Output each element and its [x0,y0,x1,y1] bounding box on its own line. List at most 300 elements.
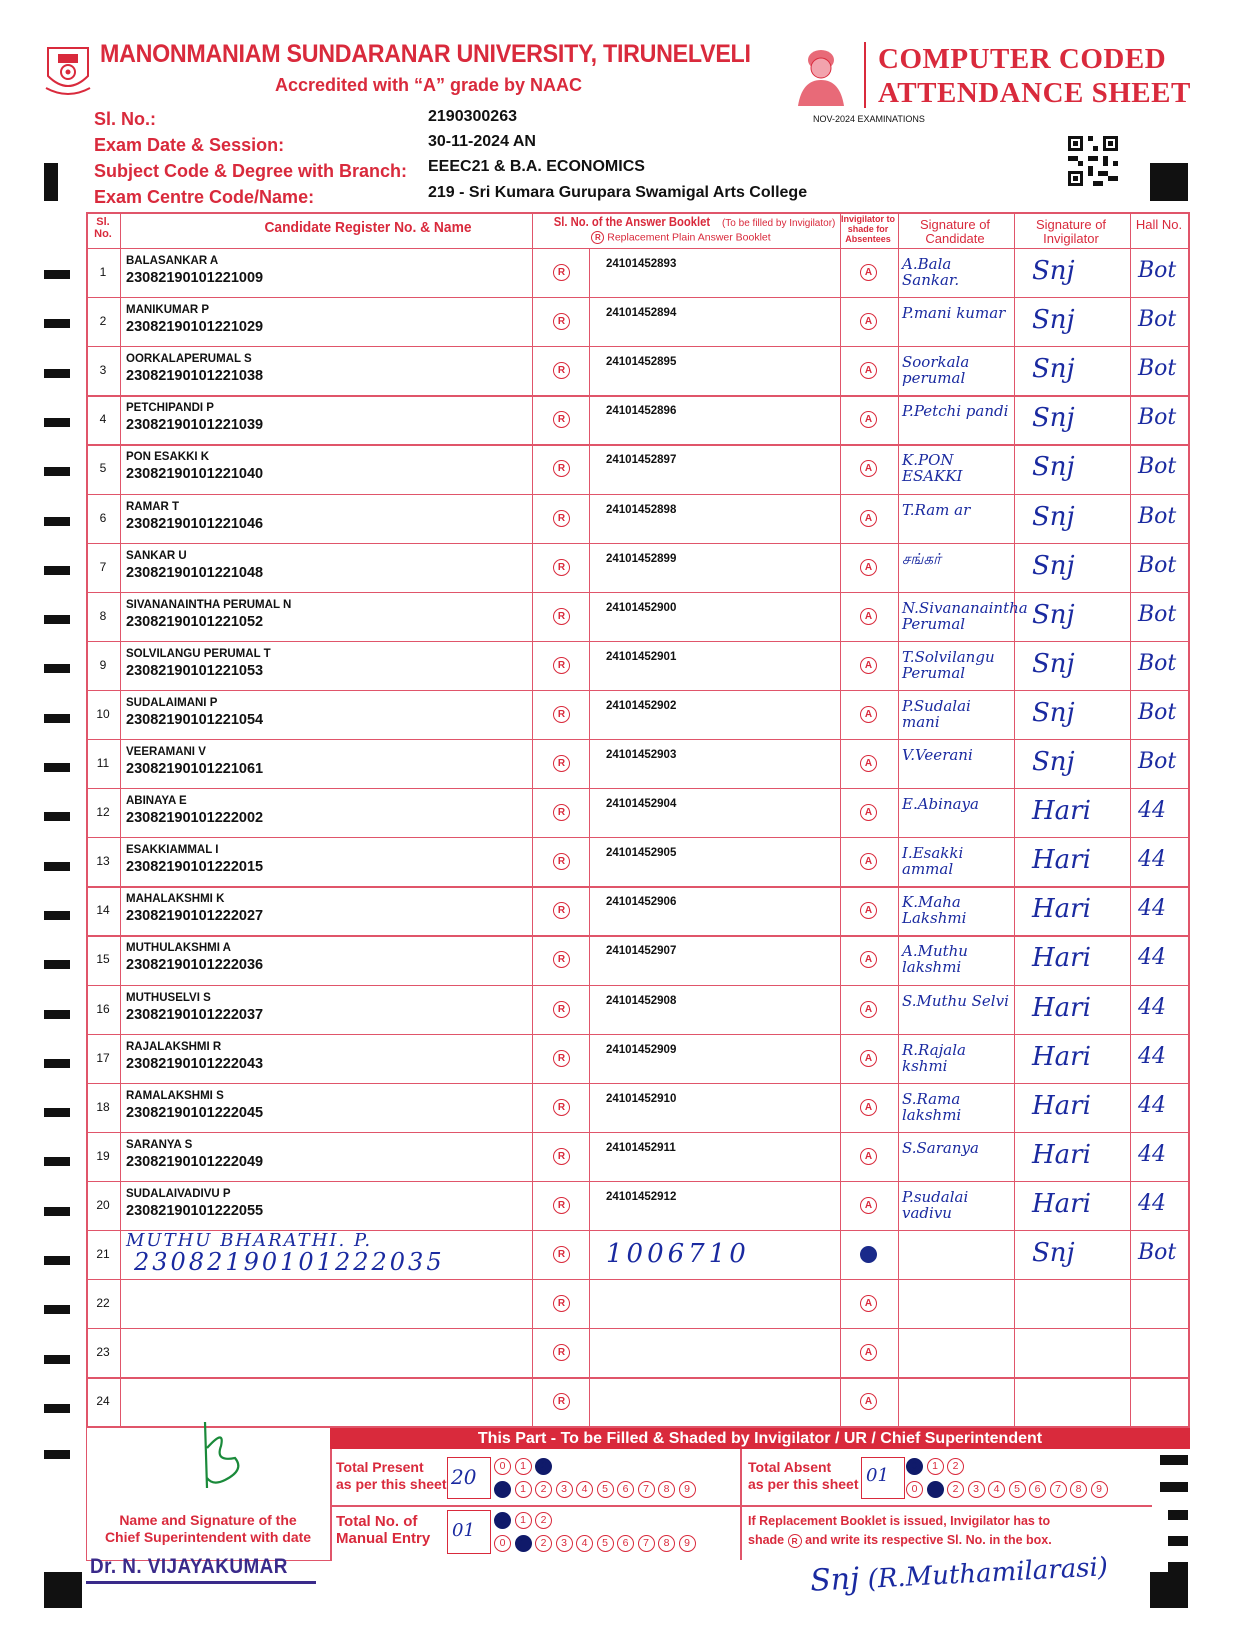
subject-code-value: EEEC21 & B.A. ECONOMICS [428,158,645,175]
timing-mark [44,1010,70,1019]
present-ones-bubble[interactable]: 9 [679,1481,696,1498]
row-serial-no: 20 [96,1197,110,1212]
candidate-register-no: 23082190101222055 [126,1202,264,1219]
answer-booklet-no[interactable]: 24101452908 [606,994,677,1007]
replacement-bubble[interactable]: R [553,313,570,330]
invigilator-signature: Snj [1032,747,1075,777]
invigilator-signature: Hari [1032,796,1091,827]
row-serial-no: 5 [99,461,107,476]
candidate-register-no: 23082190101221046 [126,515,264,532]
totals-divider-right [740,1505,1152,1507]
row-serial-no: 21 [96,1247,110,1261]
timing-mark [44,319,70,328]
absent-ones-bubble[interactable]: 1 [927,1481,944,1498]
manual-entry-label [336,1513,430,1547]
candidate-signature: V.Veerani [902,746,973,764]
col-sno-header: Sl. No. [94,216,112,240]
absent-bubble[interactable]: A [860,804,877,821]
candidate-register-no: 23082190101222045 [126,1104,264,1121]
absent-bubble[interactable]: A [860,1393,877,1410]
exam-tag: NOV-2024 EXAMINATIONS [813,114,925,124]
timing-mark [44,369,70,378]
absent-bubble[interactable]: A [860,1295,877,1312]
candidate-name: RAMAR T [126,500,180,513]
replacement-bubble[interactable]: R [553,1344,570,1361]
answer-booklet-no[interactable]: 24101452904 [606,798,677,811]
table-row [86,837,1190,886]
row-serial-no: 24 [96,1394,110,1409]
manual-entry-label-2: Manual Entry [336,1530,431,1547]
row-serial-no: 16 [96,1001,110,1016]
manual-ones-bubble[interactable]: 5 [597,1535,614,1552]
manual-ones-bubble[interactable]: 0 [494,1535,511,1552]
chief-signature [185,1418,255,1503]
table-row [86,985,1190,1034]
answer-booklet-no[interactable]: 24101452893 [606,258,677,270]
table-row [86,1034,1190,1083]
candidate-register-no: 23082190101222037 [126,1006,264,1023]
table-row [86,788,1190,837]
candidate-register-no: 23082190101222049 [126,1153,264,1170]
candidate-signature: K.PON ESAKKI [902,451,963,486]
manual-ones-bubble[interactable]: 7 [638,1535,655,1552]
timing-mark [44,812,70,821]
invigilator-signature: Snj [1032,599,1075,630]
candidate-name: MUTHULAKSHMI A [126,942,231,955]
absent-bubble[interactable]: A [860,559,877,576]
invigilator-signature: Hari [1032,1090,1091,1121]
answer-booklet-no[interactable]: 24101452907 [606,945,677,958]
present-tens-bubble[interactable]: 0 [494,1458,511,1475]
replacement-note-line2 [748,1531,1052,1550]
candidate-signature: Soorkala perumal [902,353,970,388]
row-serial-no: 1 [99,265,107,279]
row-serial-no: 4 [99,412,107,427]
manual-tens-bubble[interactable]: 2 [535,1512,552,1529]
present-ones-bubble[interactable]: 3 [556,1481,573,1498]
col-replacement-header [536,231,826,244]
chief-stamp-underline [86,1581,316,1584]
candidate-signature: S.Muthu Selvi [902,991,1009,1010]
col-hall-header: Hall No. [1135,217,1183,232]
candidate-name: PETCHIPANDI P [126,402,214,415]
timing-mark [44,517,70,526]
manual-entry-value: 01 [452,1520,475,1541]
table-row [86,935,1190,984]
candidate-name: RAMALAKSHMI S [126,1089,224,1102]
answer-booklet-no[interactable]: 24101452911 [606,1141,676,1154]
replacement-bubble[interactable]: R [553,411,570,428]
timing-mark [44,1256,70,1265]
manual-ones-bubble[interactable]: 3 [556,1535,573,1552]
replacement-bubble[interactable]: R [553,559,570,576]
table-row [86,1230,1190,1279]
answer-booklet-no[interactable]: 24101452895 [606,356,677,369]
absent-bubble[interactable]: A [860,1001,877,1018]
candidate-signature: I.Esakki ammal [902,844,964,879]
row-serial-no: 13 [96,854,110,869]
absent-tens-bubble[interactable]: 0 [906,1458,923,1475]
answer-booklet-no[interactable]: 24101452899 [606,552,677,565]
absent-bubble[interactable]: A [860,951,877,968]
replacement-bubble[interactable]: R [553,657,570,674]
invigilator-signature: Snj [1032,1238,1075,1268]
invigilator-signature: Snj [1032,501,1075,532]
total-absent-label-1: Total Absent [748,1459,832,1475]
table-row [86,690,1190,739]
timing-mark [44,566,70,575]
candidate-name: SUDALAIVADIVU P [126,1187,231,1200]
candidate-register-no: 23082190101221040 [126,466,264,483]
absent-ones-bubble[interactable]: 5 [1009,1481,1026,1498]
absent-bubble[interactable]: A [860,657,877,674]
row-serial-no: 23 [96,1345,110,1360]
replacement-bubble[interactable]: R [553,1393,570,1410]
absent-bubble[interactable]: A [860,608,877,625]
booklet-header-note: (To be filled by Invigilator) [721,218,836,229]
answer-booklet-no[interactable]: 24101452897 [606,454,677,467]
answer-booklet-no[interactable]: 24101452910 [606,1092,677,1105]
col-sig-invigilator-header: Signature of Invigilator [1035,217,1107,246]
total-present-value: 20 [451,1465,477,1489]
candidate-register-no: 23082190101221029 [126,319,264,336]
timing-mark [44,1157,70,1166]
col-booklet-header [532,215,848,231]
candidate-name: SIVANANAINTHA PERUMAL N [126,598,292,611]
row-serial-no: 12 [96,805,110,820]
row-serial-no: 3 [99,363,107,378]
invigilator-signature: Snj [1032,256,1075,286]
row-serial-no: 10 [96,706,110,721]
timing-mark [44,1404,70,1413]
present-ones-bubble[interactable]: 2 [535,1481,552,1498]
present-tens-bubble[interactable]: 2 [535,1458,552,1475]
absent-bubble[interactable]: A [860,1197,877,1214]
candidate-register-no: 23082190101222027 [126,908,264,925]
answer-booklet-no[interactable]: 24101452901 [606,650,677,663]
absent-bubble[interactable]: A [860,853,877,870]
row-serial-no: 2 [99,314,107,329]
table-row [86,444,1190,493]
candidate-name: SANKAR U [126,549,187,562]
replacement-bubble[interactable]: R [553,460,570,477]
accreditation-text: Accredited with “A” grade by NAAC [275,75,583,95]
replacement-bubble[interactable]: R [553,902,570,919]
serial-no-label: Sl. No.: [94,109,156,129]
replacement-note [748,1512,1052,1550]
answer-booklet-no[interactable]: 24101452902 [606,699,677,712]
booklet-header-text: Sl. No. of the Answer Booklet [553,215,710,229]
row-serial-no: 19 [96,1148,110,1163]
timing-mark [1150,1572,1188,1608]
present-ones-bubble[interactable]: 8 [658,1481,675,1498]
hall-no: Bot [1138,356,1177,382]
replacement-bubble[interactable]: R [553,755,570,772]
table-row [86,297,1190,346]
invigilator-final-name: (R.Muthamilarasi) [866,1552,1109,1595]
answer-booklet-no[interactable]: 24101452896 [606,405,677,418]
timing-mark [44,418,70,427]
invigilator-signature: Snj [1032,648,1075,679]
manual-ones-bubble[interactable]: 8 [658,1535,675,1552]
candidate-signature: S.Saranya [902,1138,979,1157]
replacement-note-shade: shade [748,1533,785,1547]
row-serial-no: 7 [99,559,107,574]
timing-mark [44,1108,70,1117]
present-ones-bubble[interactable]: 4 [576,1481,593,1498]
absent-bubble[interactable]: A [860,706,877,723]
row-serial-no: 6 [99,510,107,525]
candidate-register-no: 23082190101222043 [126,1055,264,1072]
timing-mark [1150,163,1188,201]
candidate-signature: A.Bala Sankar. [902,255,960,289]
candidate-signature: A.Muthu lakshmi [902,942,968,977]
candidate-register-no: 23082190101221061 [126,761,264,777]
col-sig-candidate-header: Signature of Candidate [919,217,991,246]
candidate-signature: T.Ram ar [902,500,971,519]
present-ones-bubble[interactable]: 1 [515,1481,532,1498]
hall-no: Bot [1138,699,1177,725]
timing-mark [44,1305,70,1314]
total-present-label-2: as per this sheet [336,1476,447,1492]
total-absent-value: 01 [866,1465,889,1486]
absent-tens-bubble[interactable]: 2 [947,1458,964,1475]
table-row [86,641,1190,690]
table-row [86,543,1190,592]
absent-bubble[interactable]: A [860,1099,877,1116]
subject-code-label: Subject Code & Degree with Branch: [94,161,408,181]
row-serial-no: 11 [96,756,110,770]
table-row [86,1132,1190,1181]
candidate-signature: N.Sivananaintha Perumal [902,598,1028,633]
invigilator-signature: Hari [1032,1139,1091,1170]
table-row [86,346,1190,395]
replacement-bubble[interactable]: R [553,1099,570,1116]
present-ones-bubble[interactable]: 6 [617,1481,634,1498]
candidate-signature: P.Petchi pandi [902,402,1009,421]
answer-booklet-no[interactable]: 24101452906 [606,896,677,909]
candidate-name: RAJALAKSHMI R [126,1040,222,1053]
replacement-symbol-icon: R [788,1534,802,1548]
candidate-name: MAHALAKSHMI K [126,893,225,906]
manual-tens-bubble[interactable]: 1 [515,1512,532,1529]
candidate-register-no: 23082190101221053 [126,662,264,679]
invigilator-signature: Hari [1032,894,1091,925]
total-absent-label [748,1459,859,1493]
hall-no: 44 [1138,1092,1166,1118]
attendance-table [86,212,1190,1427]
total-present-label-1: Total Present [336,1459,424,1475]
absent-bubble[interactable]: A [860,1344,877,1361]
absent-bubble[interactable]: A [860,902,877,919]
hall-no: 44 [1138,945,1166,971]
absent-ones-bubble[interactable]: 0 [906,1481,923,1498]
absent-bubble[interactable]: A [860,264,877,281]
bottom-banner: This Part - To be Filled & Shaded by Invigilator / UR / Chief Superintendent [330,1428,1190,1449]
timing-mark [44,911,70,920]
col-absent-header: Invigilator to shade for Absentees [841,214,895,244]
table-row [86,1181,1190,1230]
absent-ones-bubble[interactable]: 6 [1029,1481,1046,1498]
chief-stamp: Dr. N. VIJAYAKUMAR [90,1555,288,1578]
candidate-register-no: 23082190101221048 [126,564,264,581]
candidate-register-no: 23082190101221039 [126,417,264,434]
timing-mark [44,763,70,772]
manual-ones-bubble[interactable]: 1 [515,1535,532,1552]
answer-booklet-no[interactable]: 24101452905 [606,847,677,860]
absent-bubble[interactable]: A [860,1246,877,1263]
absent-ones-bubble[interactable]: 9 [1091,1481,1108,1498]
candidate-signature: P.mani kumar [902,304,1006,323]
timing-mark [44,615,70,624]
candidate-signature: P.sudalai vadivu [902,1187,969,1222]
table-row [86,886,1190,935]
table-row [86,592,1190,641]
candidate-signature: R.Rajala kshmi [902,1040,966,1075]
replacement-bubble[interactable]: R [553,608,570,625]
row-serial-no: 14 [96,903,110,918]
invigilator-signature: Snj [1032,403,1075,434]
timing-mark [44,960,70,969]
table-row [86,248,1190,297]
answer-booklet-no[interactable]: 24101452903 [606,749,677,761]
timing-mark [44,163,58,201]
answer-booklet-no[interactable]: 24101452894 [606,307,677,320]
absent-bubble[interactable]: A [860,362,877,379]
replacement-bubble[interactable]: R [553,804,570,821]
manual-ones-bubble[interactable]: 9 [679,1535,696,1552]
timing-mark [44,1450,70,1459]
total-present-label [336,1459,447,1493]
replacement-bubble[interactable]: R [553,1148,570,1165]
hall-no: 44 [1138,1141,1166,1167]
replacement-bubble[interactable]: R [553,510,570,527]
candidate-name: OORKALAPERUMAL S [126,353,252,366]
hall-no: Bot [1138,258,1177,283]
answer-booklet-no[interactable]: 24101452900 [606,601,677,614]
replacement-bubble[interactable]: R [553,853,570,870]
chief-label-line1: Name and Signature of the [119,1512,297,1528]
timing-mark [44,270,70,279]
absent-bubble[interactable]: A [860,460,877,477]
candidate-register-no: 23082190101221052 [126,613,264,630]
absent-ones-bubble[interactable]: 4 [988,1481,1005,1498]
replacement-bubble[interactable]: R [553,1246,570,1263]
candidate-name: VEERAMANI V [126,746,206,758]
answer-booklet-no[interactable]: 1006710 [606,1239,750,1269]
candidate-name: SARANYA S [126,1138,193,1151]
hall-no: Bot [1138,454,1177,480]
hall-no: Bot [1138,749,1177,774]
manual-ones-bubble[interactable]: 6 [617,1535,634,1552]
candidate-name: SOLVILANGU PERUMAL T [126,647,271,660]
invigilator-signature: Hari [1032,992,1091,1023]
invigilator-signature: Snj [1032,452,1075,483]
invigilator-signature: Hari [1032,1041,1091,1072]
hall-no: 44 [1138,994,1166,1020]
hall-no: Bot [1138,503,1177,529]
qr-code-icon [1068,136,1118,186]
candidate-name: ABINAYA E [126,795,187,808]
absent-bubble[interactable]: A [860,510,877,527]
present-ones-bubble[interactable]: 5 [597,1481,614,1498]
manual-ones-bubble[interactable]: 2 [535,1535,552,1552]
replacement-bubble[interactable]: R [553,706,570,723]
absent-tens-bubble[interactable]: 1 [927,1458,944,1475]
replacement-bubble[interactable]: R [553,951,570,968]
answer-booklet-no[interactable]: 24101452909 [606,1043,677,1056]
invigilator-signature: Hari [1032,1188,1091,1219]
candidate-signature: சங்கர் [902,549,941,568]
absent-bubble[interactable]: A [860,755,877,772]
absent-bubble[interactable]: A [860,1148,877,1165]
table-row [86,395,1190,444]
timing-mark [44,714,70,723]
table-row [86,1083,1190,1132]
absent-ones-bubble[interactable]: 2 [947,1481,964,1498]
timing-mark [44,1207,70,1216]
hall-no: Bot [1138,307,1177,333]
candidate-register-no: 23082190101222015 [126,859,264,876]
row-serial-no: 18 [96,1099,110,1114]
replacement-note-line1: If Replacement Booklet is issued, Invigilator has to [748,1514,1051,1528]
timing-mark [44,1572,82,1608]
serial-no-value: 2190300263 [428,108,517,125]
absent-bubble[interactable]: A [860,1050,877,1067]
replacement-note-rest: and write its respective Sl. No. in the box. [805,1533,1052,1547]
replacement-bubble[interactable]: R [553,1050,570,1067]
row-serial-no: 9 [99,657,107,672]
candidate-signature: E.Abinaya [902,795,979,814]
hall-no: 44 [1138,847,1166,873]
absent-ones-bubble[interactable]: 3 [968,1481,985,1498]
row-serial-no: 8 [99,608,107,623]
chief-label [90,1512,326,1546]
invigilator-signature: Snj [1032,354,1075,385]
present-ones-bubble[interactable]: 0 [494,1481,511,1498]
invigilator-signature: Snj [1032,697,1075,728]
replacement-bubble[interactable]: R [553,1197,570,1214]
candidate-register-no: 23082190101222036 [126,957,264,974]
sheet-title [878,42,1191,110]
replacement-bubble[interactable]: R [553,1295,570,1312]
candidate-signature: S.Rama lakshmi [902,1089,962,1124]
answer-booklet-no[interactable]: 24101452912 [606,1190,677,1203]
replacement-bubble[interactable]: R [553,362,570,379]
absent-bubble[interactable]: A [860,313,877,330]
present-tens-bubble[interactable]: 1 [515,1458,532,1475]
present-ones-bubble[interactable]: 7 [638,1481,655,1498]
hall-no: 44 [1138,798,1166,824]
absent-bubble[interactable]: A [860,411,877,428]
manual-ones-bubble[interactable]: 4 [576,1535,593,1552]
absent-ones-bubble[interactable]: 7 [1050,1481,1067,1498]
col-candidate-header: Candidate Register No. & Name [264,219,472,236]
exam-date-value: 30-11-2024 AN [428,133,536,150]
manual-tens-bubble[interactable]: 0 [494,1512,511,1529]
row-serial-no: 17 [96,1050,110,1065]
hall-no: 44 [1138,896,1166,922]
exam-date-label: Exam Date & Session: [94,135,285,155]
replacement-bubble[interactable]: R [553,1001,570,1018]
answer-booklet-no[interactable]: 24101452898 [606,503,677,516]
absent-ones-bubble[interactable]: 8 [1070,1481,1087,1498]
total-absent-label-2: as per this sheet [748,1476,859,1492]
replacement-bubble[interactable]: R [553,264,570,281]
candidate-name: PON ESAKKI K [126,451,210,464]
timing-mark [1168,1562,1188,1572]
candidate-name: ESAKKIAMMAL I [126,844,219,857]
